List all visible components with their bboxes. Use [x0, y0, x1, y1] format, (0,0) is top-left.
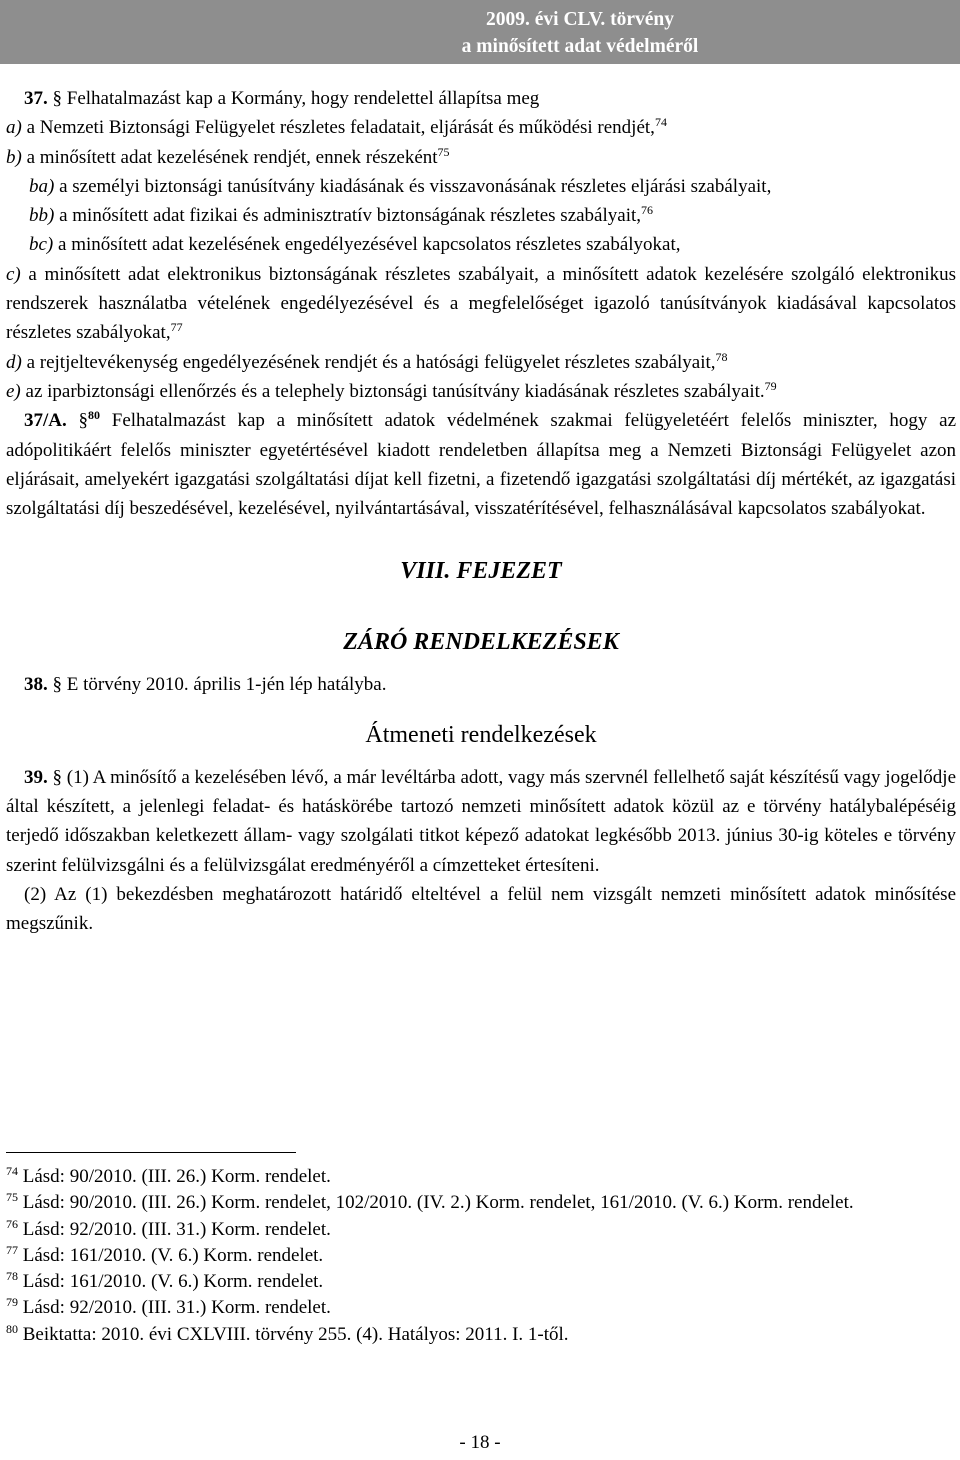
- footnote-ref-75[interactable]: 75: [437, 144, 450, 159]
- footnote-ref-78[interactable]: 78: [715, 349, 728, 364]
- section-37a-number: 37/A.: [24, 410, 67, 432]
- section-39-para-1: 39. § (1) A minősítő a kezelésében lévő, a már levéltárba adott, vagy más szervnél fellelhető saját készítésű vagy jogelődje által készített, a jelenlegi feladat- és hatáskörébe tartozó nemzeti minősített adatok közül az e törvény hatálybalépéséig terjedő időszakban keletkezett állam- vagy szolgálati titkot képező adatokat legkésőbb 2013. június 30-ig köteles e törvény szerint felülvizsgálni és a felülvizsgálat eredményéről a címzetteket értesíteni.: [6, 766, 956, 876]
- section-symbol: §: [52, 674, 62, 696]
- section-37a: 37/A. §$^{80}$ Felhatalmazást kap a minősített adatok védelmének szakmai felügyeletéért felelős miniszter, hogy az adópolitikáért felelős miniszter egyetértésével kiadott rendeletben állapítsa meg a Nemzeti Biztonsági Felügyelet azon eljárásait, amelyekért igazgatási szolgáltatási díjat kell fizetni, a fizetendő igazgatási szolgáltatási díj mértékét, az igazgatási szolgáltatási díj beszedésével, kezelésével, nyilvántartásával, visszatérítésével, felhasználásával kapcsolatos szabályokat.: [6, 408, 957, 520]
- header-act-subject: a minősített adat védelméről: [461, 36, 699, 57]
- chapter-title: ZÁRÓ RENDELKEZÉSEK: [343, 629, 619, 656]
- section-37-point-d: d) a rejtjeltevékenység engedélyezésének rendjét és a hatósági felügyelet részletes szabályait,$^{78}$: [6, 349, 728, 373]
- footnote-76: $^{76}$ Lásd: 92/2010. (III. 31.) Korm. rendelet.: [6, 1216, 331, 1240]
- section-38-number: 38.: [24, 674, 48, 696]
- footnote-ref-77[interactable]: 77: [170, 320, 183, 335]
- footnote-ref-74[interactable]: 74: [654, 115, 667, 130]
- section-37-point-a: a) a Nemzeti Biztonsági Felügyelet részletes feladatait, eljárását és működési rendjét,$^{74}$: [6, 115, 667, 139]
- section-37-point-e: e) az iparbiztonsági ellenőrzés és a telephely biztonsági tanúsítvány kiadásának részletes szabályait.$^{79}$: [6, 378, 777, 402]
- footnote-74: $^{74}$ Lásd: 90/2010. (III. 26.) Korm. rendelet.: [6, 1164, 331, 1187]
- footnote-ref-76[interactable]: 76: [641, 203, 654, 218]
- footnote-75: $^{75}$ Lásd: 90/2010. (III. 26.) Korm. rendelet, 102/2010. (IV. 2.) Korm. rendelet, 161/2010. (V. 6.) Korm. rendelet.: [6, 1190, 854, 1214]
- section-37-number: 37.: [24, 88, 48, 109]
- header-act-title: 2009. évi CLV. törvény: [486, 9, 674, 30]
- section-39-para-2: (2) Az (1) bekezdésben meghatározott határidő elteltével a felül nem vizsgált nemzeti minősített adatok minősítése megszűnik.: [6, 883, 956, 935]
- footnote-ref-79[interactable]: 79: [764, 378, 777, 393]
- section-39-number: 39.: [24, 766, 48, 788]
- section-37-intro: 37. § Felhatalmazást kap a Kormány, hogy rendelettel állapítsa meg: [24, 88, 540, 109]
- section-38: 38. § E törvény 2010. április 1-jén lép hatályba.: [24, 674, 387, 696]
- footnote-separator: [6, 1152, 296, 1153]
- section-37-point-bc: bc) a minősített adat kezelésének engedélyezésével kapcsolatos részletes szabályokat,: [29, 234, 681, 256]
- chapter-number: VIII. FEJEZET: [400, 558, 562, 585]
- footnote-77: $^{77}$ Lásd: 161/2010. (V. 6.) Korm. rendelet.: [6, 1242, 324, 1266]
- section-37-point-b: b) a minősített adat kezelésének rendjét, ennek részeként$^{75}$: [6, 144, 450, 168]
- footnotes: [6, 1164, 956, 1348]
- section-37-point-c: c) a minősített adat elektronikus biztonságának részletes szabályait, a minősített adatok kezelésére szolgáló elektronikus rendszerek használatba vételének engedélyezésével és a megfelelőséget igazoló tanúsítványok kiadásával kapcsolatos részletes szabályokat,$^{77}$: [6, 263, 956, 344]
- footnote-80: $^{80}$ Beiktatta: 2010. évi CXLVIII. törvény 255. (4). Hatályos: 2011. I. 1-től.: [6, 1321, 569, 1345]
- page-number: - 18 -: [459, 1432, 501, 1453]
- footnote-78: $^{78}$ Lásd: 161/2010. (V. 6.) Korm. rendelet.: [6, 1269, 324, 1293]
- section-37-point-bb: bb) a minősített adat fizikai és adminisztratív biztonságának részletes szabályait,$^{76}$: [29, 203, 654, 227]
- section-symbol: §: [52, 88, 62, 109]
- section-symbol: §: [78, 410, 88, 432]
- running-header: [0, 0, 960, 64]
- section-symbol: §: [52, 766, 63, 788]
- footnote-79: $^{79}$ Lásd: 92/2010. (III. 31.) Korm. rendelet.: [6, 1295, 331, 1319]
- footnote-ref-80[interactable]: 80: [88, 408, 100, 423]
- document-body: [6, 84, 956, 939]
- section-37-point-ba: ba) a személyi biztonsági tanúsítvány kiadásának és visszavonásának részletes eljárási szabályait,: [29, 175, 772, 197]
- transitional-provisions-title: Átmeneti rendelkezések: [365, 721, 597, 748]
